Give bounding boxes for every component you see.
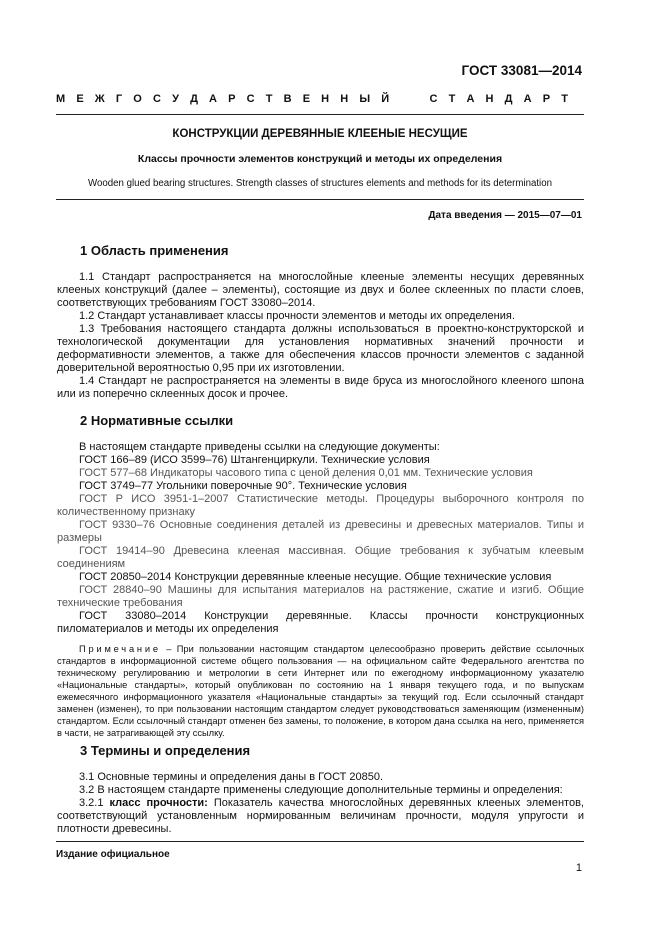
banner-letter: Т bbox=[448, 93, 456, 105]
banner-letter: С bbox=[152, 93, 161, 105]
banner-letter: А bbox=[209, 93, 217, 105]
reference-item bbox=[57, 467, 584, 480]
paragraph-1-3: 1.3 Требования настоящего стандарта должны использоваться в проектно-конструкторской и технологической документации для установления нормативных значений прочности и деформативности элементов, а также для обеспечения классов прочности элементов с заданной доверительной вероятностью 0,95 при их изготовлении. bbox=[57, 323, 584, 374]
reference-title: Конструкции деревянные. Классы прочности конструкционных пиломатериалов и методы их определения bbox=[57, 610, 584, 635]
banner-letter: О bbox=[133, 93, 142, 105]
banner-letter: А bbox=[523, 93, 532, 105]
reference-item bbox=[57, 519, 584, 545]
banner-letter: Н bbox=[321, 93, 330, 105]
banner-letter: Е bbox=[302, 93, 311, 105]
paragraph-3-2: 3.2 В настоящем стандарте применены следующие дополнительные термины и определения: bbox=[79, 784, 563, 796]
reference-code: ГОСТ 577–68 bbox=[79, 467, 147, 479]
reference-title: Машины для испытания материалов на растяжение, сжатие и изгиб. Общие технические требования bbox=[57, 584, 585, 609]
section-2-body bbox=[57, 441, 584, 739]
banner-letter: Д bbox=[504, 93, 513, 105]
banner-letter: Т bbox=[561, 93, 568, 105]
banner-letter: В bbox=[283, 93, 292, 105]
reference-title: Основные соединения деталей из древесины и древесных материалов. Типы и размеры bbox=[57, 519, 584, 544]
reference-item bbox=[57, 571, 584, 584]
section-3-heading: 3 Термины и определения bbox=[80, 743, 251, 758]
paragraph-3-1: 3.1 Основные термины и определения даны в ГОСТ 20850. bbox=[79, 771, 384, 783]
banner-letter: Е bbox=[76, 93, 84, 105]
reference-code: ГОСТ 166–89 (ИСО 3599–76) bbox=[79, 454, 228, 466]
paragraph-1-1: 1.1 Стандарт распространяется на многослойные клееные элементы несущих деревянных клееных конструкций (далее – элементы), состоящие из двух и более склеенных по пласти слоев, соответствующих требованиям ГОСТ 33080–2014. bbox=[57, 271, 584, 309]
term-definition: Показатель качества многослойных деревянных клееных элементов, соответствующий установленным нормированным величинам прочности, модуля упругости и плотности древесины. bbox=[57, 797, 584, 835]
reference-item bbox=[57, 454, 584, 467]
references-intro: В настоящем стандарте приведены ссылки на следующие документы: bbox=[79, 441, 440, 453]
banner-letter: Ы bbox=[359, 93, 371, 105]
section-2-heading: 2 Нормативные ссылки bbox=[80, 413, 234, 428]
introduction-date: Дата введения — 2015—07—01 bbox=[428, 210, 582, 221]
banner-letter: Н bbox=[485, 93, 494, 105]
note-text: – При пользовании настоящим стандартом целесообразно проверить действие ссылочных стандартов в информационной системе общего пользования — на официальном сайте Федерального агентства по техническому регулированию и метрологии в сети Интернет или по ежегодному информационному указателю «Национальные стандарты», который опубликован по состоянию на 1 января текущего года, и по выпускам ежемесячного информационного указателя «Национальные стандарты» за текущий год. Если ссылочный стандарт заменен (изменен), то при пользовании настоящим стандартом следует руководствоваться заменяющим (измененным) стандартом. Если ссылочный стандарт отменен без замены, то положение, в котором дана ссылка на него, применяется в части, не затрагивающей эту ссылку. bbox=[57, 644, 584, 738]
reference-item bbox=[57, 493, 584, 519]
banner-letter: Й bbox=[381, 93, 390, 105]
banner-letter: Т bbox=[265, 93, 273, 105]
reference-title: Угольники поверочные 90°. Технические условия bbox=[156, 480, 407, 492]
banner-letter: Н bbox=[340, 93, 349, 105]
paragraph-1-4: 1.4 Стандарт не распространяется на элементы в виде бруса из многослойного клееного шпона или из поперечно склеенных досок и прочее. bbox=[57, 375, 584, 400]
footer-divider bbox=[56, 841, 584, 842]
document-title-english: Wooden glued bearing structures. Strength classes of structures elements and methods for its determination bbox=[88, 178, 552, 189]
banner-letter: У bbox=[172, 93, 179, 105]
banner-letter: А bbox=[466, 93, 475, 105]
section-3-body bbox=[57, 771, 584, 836]
reference-item bbox=[57, 545, 584, 571]
banner-letter: Г bbox=[115, 93, 123, 105]
section-1-body bbox=[57, 271, 584, 401]
header-divider bbox=[56, 114, 584, 115]
reference-code: ГОСТ 19414–90 bbox=[79, 545, 165, 557]
banner-letter: Р bbox=[542, 93, 551, 105]
reference-title: Конструкции деревянные клееные несущие. Общие технические условия bbox=[174, 571, 552, 583]
document-code: ГОСТ 33081—2014 bbox=[461, 63, 582, 78]
banner-letter: С bbox=[429, 93, 438, 105]
reference-code: ГОСТ Р ИСО 3951-1–2007 bbox=[79, 493, 229, 505]
paragraph-3-2-1 bbox=[57, 797, 584, 836]
reference-code: ГОСТ 20850–2014 bbox=[79, 571, 172, 583]
document-subtitle: Классы прочности элементов конструкций и методы их определения bbox=[137, 153, 503, 165]
reference-code: ГОСТ 9330–76 bbox=[79, 519, 155, 531]
banner-letter: С bbox=[246, 93, 255, 105]
note-label: Примечание bbox=[79, 644, 161, 654]
banner-letter: Ж bbox=[94, 93, 105, 105]
section-1-heading: 1 Область применения bbox=[80, 243, 229, 258]
reference-title: Индикаторы часового типа с ценой деления 0,01 мм. Технические условия bbox=[150, 467, 533, 479]
reference-title: Древесина клееная массивная. Общие требования к зубчатым клеевым соединениям bbox=[57, 545, 584, 570]
banner-word-gap bbox=[400, 93, 418, 105]
document-title: КОНСТРУКЦИИ ДЕРЕВЯННЫЕ КЛЕЕНЫЕ НЕСУЩИЕ bbox=[172, 128, 468, 140]
reference-item bbox=[57, 480, 584, 493]
interstate-standard-banner bbox=[56, 93, 568, 105]
page-number: 1 bbox=[575, 862, 582, 874]
banner-letter: Р bbox=[228, 93, 236, 105]
references-list bbox=[57, 454, 584, 636]
reference-code: ГОСТ 3749–77 bbox=[79, 480, 154, 492]
banner-letter: М bbox=[56, 93, 66, 105]
title-divider bbox=[56, 199, 584, 200]
references-note bbox=[57, 643, 584, 739]
reference-item bbox=[57, 584, 584, 610]
reference-title: Статистические методы. Процедуры выборочного контроля по количественному признаку bbox=[57, 493, 584, 518]
term-name: класс прочности: bbox=[109, 797, 208, 809]
term-number: 3.2.1 bbox=[79, 797, 104, 809]
banner-letter: Д bbox=[190, 93, 198, 105]
reference-item bbox=[57, 610, 584, 636]
reference-code: ГОСТ 28840–90 bbox=[79, 584, 162, 596]
official-edition-label: Издание официальное bbox=[56, 849, 170, 860]
reference-title: Штангенциркули. Технические условия bbox=[230, 454, 430, 466]
reference-code: ГОСТ 33080–2014 bbox=[79, 610, 187, 622]
paragraph-1-2: 1.2 Стандарт устанавливает классы прочности элементов и методы их определения. bbox=[79, 310, 515, 322]
